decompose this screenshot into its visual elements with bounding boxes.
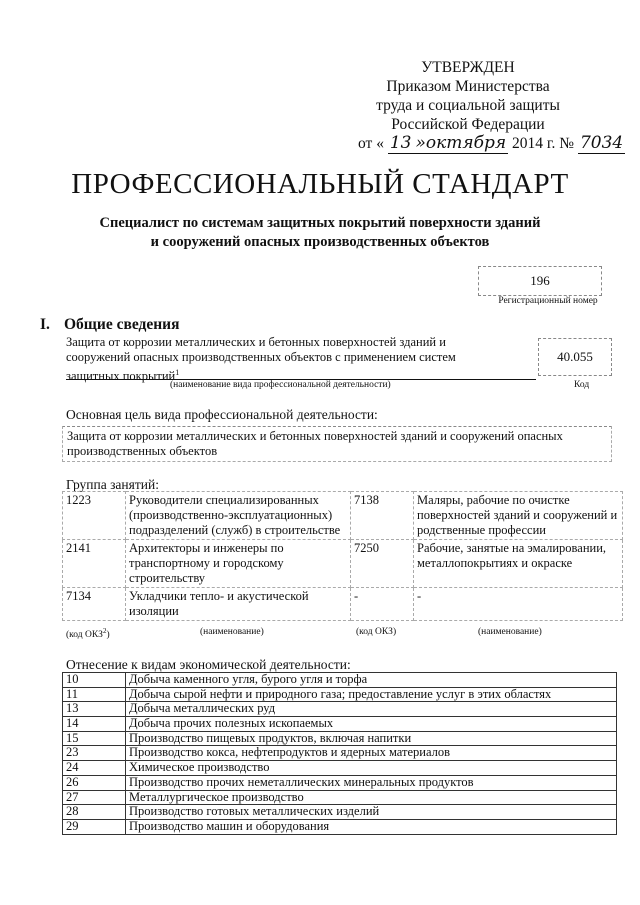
- okz-code: 2141: [63, 540, 126, 588]
- approval-heading: УТВЕРЖДЕН: [421, 59, 515, 76]
- caption-okz-code: (код ОКЗ$^2$): [66, 627, 110, 641]
- table-row: [63, 588, 623, 621]
- activity-kind-caption: (наименование вида профессиональной деятельности): [170, 380, 391, 390]
- document-title: ПРОФЕССИОНАЛЬНЫЙ СТАНДАРТ: [71, 168, 569, 200]
- okved-code: 29: [63, 819, 126, 834]
- code-label: Код: [574, 380, 590, 390]
- okved-name: Металлургическое производство: [126, 790, 617, 805]
- okved-code: 23: [63, 746, 126, 761]
- activity-kind: Защита от коррозии металлических и бетонных поверхностей зданий и сооружений опасных производственных объектов с применением систем защитных покрытий$^1$: [66, 335, 456, 384]
- approval-line: Приказом Министерства: [386, 78, 550, 95]
- table-row: [63, 731, 617, 746]
- table-row: [63, 540, 623, 588]
- okved-table: [62, 672, 617, 835]
- okved-name: Добыча сырой нефти и природного газа; предоставление услуг в этих областях: [126, 687, 617, 702]
- table-row: [63, 805, 617, 820]
- okved-code: 11: [63, 687, 126, 702]
- okved-name: Добыча прочих полезных ископаемых: [126, 717, 617, 732]
- occupation-groups-table: [62, 491, 623, 621]
- okz-name: Маляры, рабочие по очистке поверхностей зданий и сооружений и родственные профессии: [414, 492, 623, 540]
- table-row: [63, 702, 617, 717]
- okz-name: -: [414, 588, 623, 621]
- okved-name: Производство прочих неметаллических минеральных продуктов: [126, 775, 617, 790]
- okz-name: Укладчики тепло- и акустической изоляции: [126, 588, 351, 621]
- table-row: [63, 761, 617, 776]
- okved-name: Химическое производство: [126, 761, 617, 776]
- activity-code: 40.055: [538, 338, 612, 376]
- document-subtitle: Специалист по системам защитных покрытий поверхности зданий и сооружений опасных производственных объектов: [99, 215, 541, 250]
- section-title: I. Общие сведения: [40, 316, 180, 333]
- table-row: [63, 673, 617, 688]
- registration-number: 196: [478, 266, 602, 296]
- okved-code: 27: [63, 790, 126, 805]
- table-row: [63, 746, 617, 761]
- handwritten-day: 13: [389, 133, 412, 153]
- okz-code: 7138: [351, 492, 414, 540]
- table-row: [63, 687, 617, 702]
- registration-label: Регистрационный номер: [498, 296, 598, 306]
- table-row: [63, 717, 617, 732]
- okz-name: Рабочие, занятые на эмалировании, металлопокрытиях и окраске: [414, 540, 623, 588]
- goal-label: Основная цель вида профессиональной деятельности:: [66, 407, 378, 422]
- okved-code: 14: [63, 717, 126, 732]
- okved-name: Производство машин и оборудования: [126, 819, 617, 834]
- okz-code: -: [351, 588, 414, 621]
- okved-code: 26: [63, 775, 126, 790]
- okz-code: 7250: [351, 540, 414, 588]
- okz-code: 7134: [63, 588, 126, 621]
- approval-line: Российской Федерации: [391, 116, 545, 133]
- table-row: [63, 819, 617, 834]
- approval-block: [358, 58, 624, 154]
- okz-name: Руководители специализированных (производственно-эксплуатационных) подразделений (служб) в строительстве: [126, 492, 351, 540]
- okz-code: 1223: [63, 492, 126, 540]
- table-row: [63, 775, 617, 790]
- okved-code: 10: [63, 673, 126, 688]
- approval-date: от « 13 »октября 2014 г. № 7034: [358, 133, 624, 153]
- okved-name: Производство кокса, нефтепродуктов и ядерных материалов: [126, 746, 617, 761]
- okved-name: Производство пищевых продуктов, включая напитки: [126, 731, 617, 746]
- okved-code: 24: [63, 761, 126, 776]
- okved-name: Добыча каменного угля, бурого угля и торфа: [126, 673, 617, 688]
- caption-name: (наименование): [478, 627, 542, 637]
- table-row: [63, 492, 623, 540]
- caption-name: (наименование): [200, 627, 264, 637]
- okved-label: Отнесение к видам экономической деятельности:: [66, 657, 351, 672]
- okved-name: Добыча металлических руд: [126, 702, 617, 717]
- caption-okz-code: (код ОКЗ): [356, 627, 397, 637]
- table-row: [63, 790, 617, 805]
- handwritten-month: »октября: [415, 133, 507, 153]
- okved-code: 13: [63, 702, 126, 717]
- okved-code: 15: [63, 731, 126, 746]
- okved-name: Производство готовых металлических изделий: [126, 805, 617, 820]
- okz-name: Архитекторы и инженеры по транспортному и городскому строительству: [126, 540, 351, 588]
- group-label: Группа занятий:: [66, 477, 159, 492]
- handwritten-number: 7034: [579, 133, 624, 153]
- approval-line: труда и социальной защиты: [376, 97, 560, 114]
- okved-code: 28: [63, 805, 126, 820]
- goal-text: Защита от коррозии металлических и бетонных поверхностей зданий и сооружений опасных производственных объектов: [62, 426, 612, 462]
